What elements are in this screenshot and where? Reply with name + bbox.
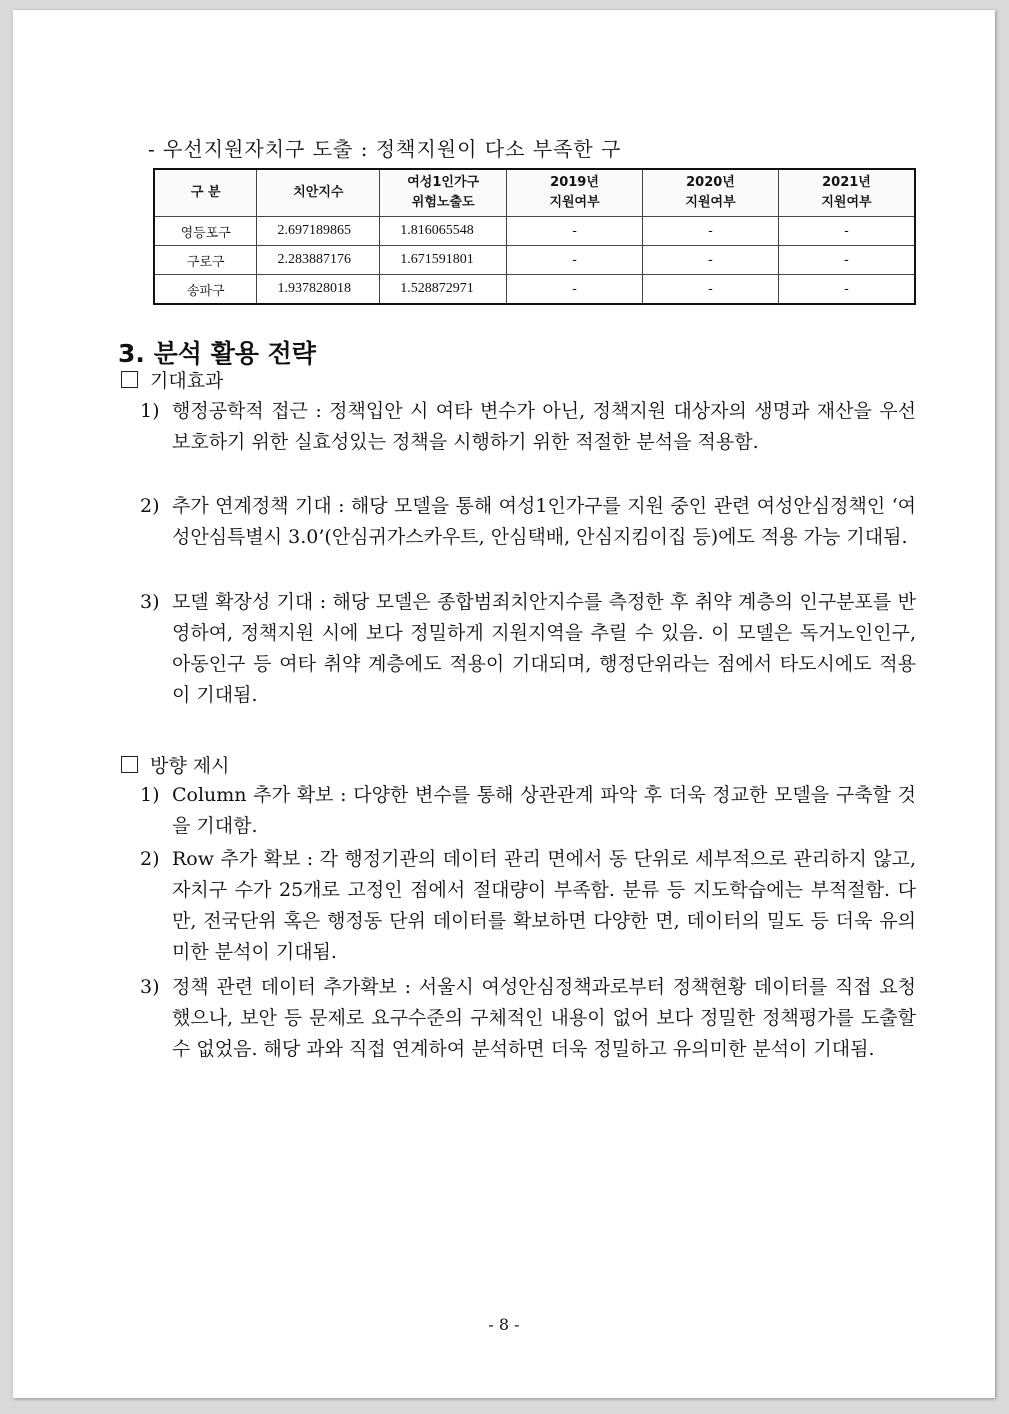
- district-table: [153, 168, 916, 305]
- page-number: - 8 -: [488, 1315, 520, 1334]
- header-2021: 2021년 지원여부: [778, 169, 915, 217]
- expected-heading-label: 기대효과: [150, 370, 224, 392]
- section-title: 3. 분석 활용 전략: [118, 339, 316, 368]
- item-number: 3): [140, 976, 160, 998]
- item-number: 1): [140, 784, 160, 806]
- table-row: [154, 246, 915, 275]
- checkbox-square-icon: [121, 756, 138, 773]
- cell-2019: -: [507, 217, 643, 246]
- header-category: 구 분: [154, 169, 257, 217]
- header-risk-exposure: 여성1인가구 위험노출도: [380, 169, 507, 217]
- cell-district: 영등포구: [154, 217, 257, 246]
- cell-district: 구로구: [154, 246, 257, 275]
- item-text: Row 추가 확보 : 각 행정기관의 데이터 관리 면에서 동 단위로 세부적으로 관리하지 않고, 자치구 수가 25개로 고정인 점에서 절대량이 부족함. 분류 등 지도학습에는 부적절함. 다만, 전국단위 혹은 행정동 단위 데이터를 확보하면 다양한 면, 데이터의 밀도 등 더욱 유의미한 분석이 기대됨.: [172, 848, 916, 963]
- header-2019: 2019년 지원여부: [507, 169, 643, 217]
- expected-effects-heading: [121, 366, 223, 393]
- bullet-priority-districts: - 우선지원자치구 도출 : 정책지원이 다소 부족한 구: [148, 137, 622, 161]
- table-header-row: [154, 169, 915, 217]
- checkbox-square-icon: [121, 371, 138, 388]
- cell-safety-index: 1.937828018: [257, 275, 380, 305]
- cell-2021: -: [778, 275, 915, 305]
- item-number: 3): [140, 591, 160, 613]
- item-text: 추가 연계정책 기대 : 해당 모델을 통해 여성1인가구를 지원 중인 관련 여성안심정책인 ‘여성안심특별시 3.0’(안심귀가스카우트, 안심택배, 안심지킴이집 등)에도 적용 가능 기대됨.: [172, 495, 916, 548]
- cell-district: 송파구: [154, 275, 257, 305]
- cell-2020: -: [643, 275, 779, 305]
- list-item: [140, 587, 916, 711]
- cell-safety-index: 2.697189865: [257, 217, 380, 246]
- item-text: 모델 확장성 기대 : 해당 모델은 종합범죄치안지수를 측정한 후 취약 계층의 인구분포를 반영하여, 정책지원 시에 보다 정밀하게 지원지역을 추릴 수 있음. 이 모델은 독거노인인구, 아동인구 등 여타 취약 계층에도 적용이 기대되며, 행정단위라는 점에서 타도시에도 적용이 기대됨.: [172, 591, 916, 706]
- table-row: [154, 275, 915, 305]
- header-safety-index: 치안지수: [257, 169, 380, 217]
- list-item: [140, 491, 916, 553]
- list-item: [140, 780, 916, 842]
- cell-2019: -: [507, 275, 643, 305]
- cell-2020: -: [643, 217, 779, 246]
- cell-2019: -: [507, 246, 643, 275]
- cell-2021: -: [778, 246, 915, 275]
- item-text: 행정공학적 접근 : 정책입안 시 여타 변수가 아닌, 정책지원 대상자의 생명과 재산을 우선 보호하기 위한 실효성있는 정책을 시행하기 위한 적절한 분석을 적용함.: [172, 400, 916, 453]
- cell-risk-exposure: 1.671591801: [380, 246, 507, 275]
- table-row: [154, 217, 915, 246]
- direction-heading-label: 방향 제시: [150, 755, 230, 777]
- cell-2021: -: [778, 217, 915, 246]
- item-number: 2): [140, 848, 160, 870]
- item-number: 1): [140, 400, 160, 422]
- list-item: [140, 844, 916, 968]
- cell-2020: -: [643, 246, 779, 275]
- cell-risk-exposure: 1.528872971: [380, 275, 507, 305]
- item-text: Column 추가 확보 : 다양한 변수를 통해 상관관계 파악 후 더욱 정교한 모델을 구축할 것을 기대함.: [172, 784, 916, 837]
- cell-risk-exposure: 1.816065548: [380, 217, 507, 246]
- document-page: [13, 10, 995, 1398]
- cell-safety-index: 2.283887176: [257, 246, 380, 275]
- list-item: [140, 972, 916, 1065]
- item-text: 정책 관련 데이터 추가확보 : 서울시 여성안심정책과로부터 정책현황 데이터를 직접 요청했으나, 보안 등 문제로 요구수준의 구체적인 내용이 없어 보다 정밀한 정책평가를 도출할 수 없었음. 해당 과와 직접 연계하여 분석하면 더욱 정밀하고 유의미한 분석이 기대됨.: [172, 976, 916, 1060]
- direction-heading: [121, 751, 229, 778]
- item-number: 2): [140, 495, 160, 517]
- list-item: [140, 396, 916, 458]
- header-2020: 2020년 지원여부: [643, 169, 779, 217]
